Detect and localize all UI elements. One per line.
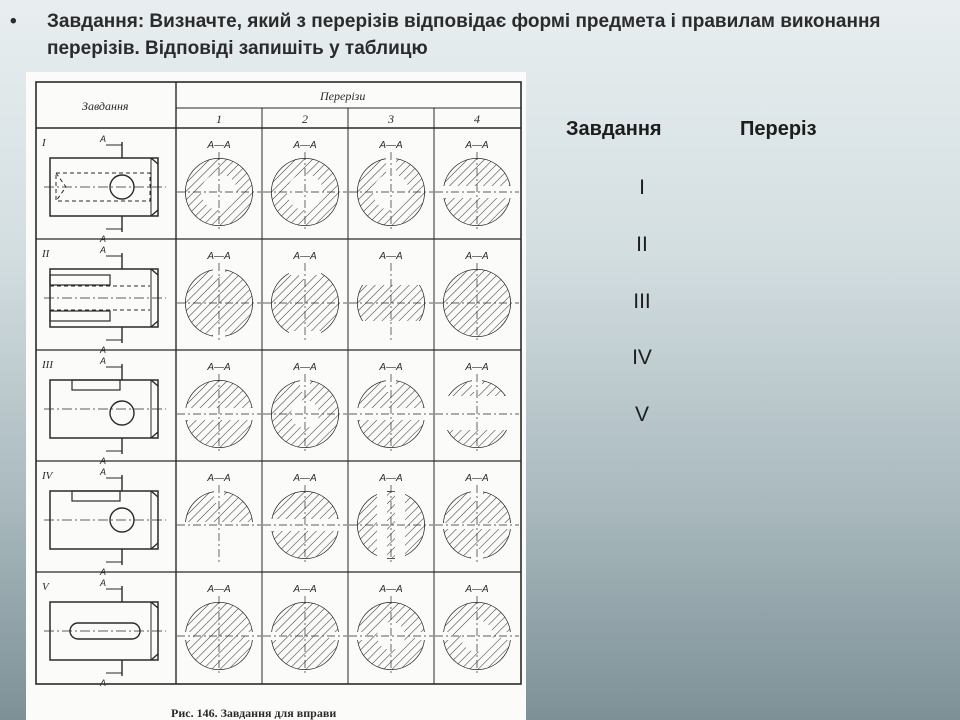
- column-number-2: 2: [302, 112, 308, 126]
- section-label: A—A: [465, 473, 489, 484]
- svg-text:A: A: [100, 345, 107, 355]
- section-label: A—A: [379, 584, 403, 595]
- section-r4-c2: [263, 473, 347, 565]
- column-number-1: 1: [216, 112, 222, 126]
- section-label: A—A: [293, 584, 317, 595]
- section-r3-c4: [435, 362, 519, 454]
- answer-row-5: V: [634, 403, 649, 426]
- part-view-5: [44, 578, 166, 688]
- section-r1-c1: [177, 140, 261, 232]
- svg-text:A: A: [100, 567, 107, 577]
- row-label-2: II: [42, 248, 50, 260]
- answer-row-3: III: [633, 290, 651, 313]
- section-r2-c2: [263, 251, 347, 343]
- section-r1-c2: [263, 140, 347, 232]
- figure-caption: Рис. 146. Завдання для вправи: [171, 706, 337, 720]
- section-r5-c2: [263, 584, 347, 676]
- section-r2-c3: [349, 251, 433, 343]
- row-label-4: IV: [42, 470, 53, 482]
- svg-text:A: A: [100, 578, 107, 588]
- svg-text:A: A: [100, 467, 107, 477]
- section-r1-c3: [349, 140, 433, 232]
- svg-text:A: A: [100, 245, 107, 255]
- answer-row-4: IV: [632, 346, 652, 369]
- task-statement: [10, 8, 940, 62]
- section-label: A—A: [207, 362, 231, 373]
- section-label: A—A: [379, 251, 403, 262]
- section-r4-c4: [435, 473, 519, 565]
- section-label: A—A: [465, 362, 489, 373]
- part-drawings: [44, 134, 166, 688]
- section-r1-c4: [435, 140, 519, 232]
- section-label: A—A: [293, 473, 317, 484]
- svg-text:A: A: [100, 356, 107, 366]
- section-label: A—A: [207, 584, 231, 595]
- section-r2-c1: [177, 251, 261, 343]
- svg-text:A: A: [100, 234, 107, 244]
- answer-col-task: Завдання: [566, 118, 662, 140]
- svg-text:A: A: [100, 678, 107, 688]
- svg-text:A: A: [100, 456, 107, 466]
- bullet-glyph: •: [10, 11, 17, 32]
- section-label: A—A: [207, 251, 231, 262]
- section-label: A—A: [379, 473, 403, 484]
- section-label: A—A: [465, 251, 489, 262]
- section-r5-c4: [435, 584, 519, 676]
- section-label: A—A: [207, 473, 231, 484]
- section-label: A—A: [293, 140, 317, 151]
- column-number-3: 3: [388, 112, 394, 126]
- row-label-1: I: [42, 137, 46, 149]
- exercise-figure: [26, 72, 526, 720]
- part-view-3: [44, 356, 166, 466]
- answer-row-2: II: [636, 233, 648, 256]
- section-label: A—A: [379, 362, 403, 373]
- section-label: A—A: [465, 140, 489, 151]
- task-text: Завдання: Визначте, який з перерізів відповідає формі предмета і правилам виконання перерізів. Відповіді запишіть у таблицю: [47, 11, 881, 59]
- row-label-3: III: [42, 359, 53, 371]
- part-view-4: [44, 467, 166, 577]
- section-r2-c4: [435, 251, 519, 343]
- header-task: Завдання: [82, 99, 129, 113]
- part-view-1: [44, 134, 166, 244]
- section-r5-c1: [177, 584, 261, 676]
- section-r4-c1: [177, 473, 261, 565]
- part-view-2: [44, 245, 166, 355]
- section-label: A—A: [207, 140, 231, 151]
- section-r3-c1: [177, 362, 261, 454]
- section-label: A—A: [379, 140, 403, 151]
- svg-text:A: A: [100, 134, 107, 144]
- section-label: A—A: [293, 251, 317, 262]
- answer-col-section: Переріз: [740, 118, 817, 140]
- section-r4-c3: [349, 473, 433, 565]
- column-number-4: 4: [474, 112, 480, 126]
- answer-table: [540, 112, 860, 442]
- section-r3-c2: [263, 362, 347, 454]
- section-r3-c3: [349, 362, 433, 454]
- section-label: A—A: [465, 584, 489, 595]
- section-r5-c3: [349, 584, 433, 676]
- exercise-figure-drawing: [26, 72, 526, 720]
- answer-row-1: I: [639, 176, 645, 199]
- header-sections: Перерізи: [320, 89, 366, 103]
- section-label: A—A: [293, 362, 317, 373]
- row-label-5: V: [42, 581, 49, 593]
